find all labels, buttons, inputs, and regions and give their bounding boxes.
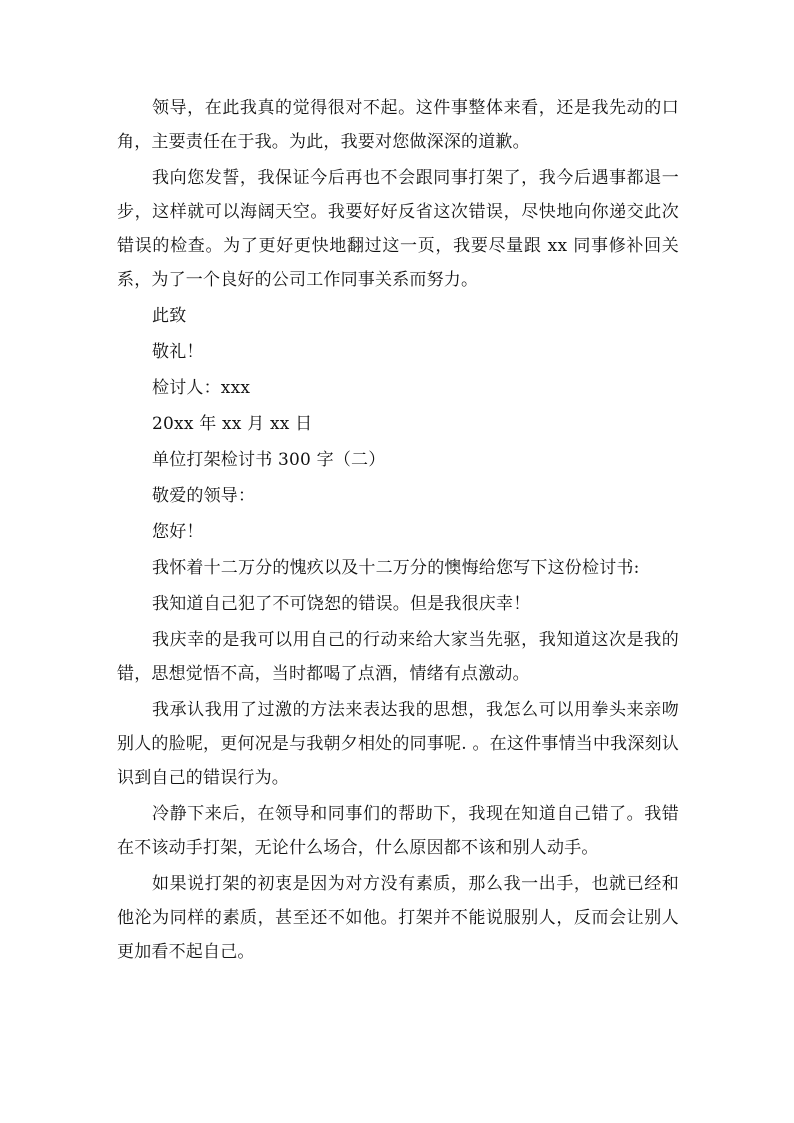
section-title: 单位打架检讨书 300 字（二） [152,450,386,470]
document-body [117,91,679,969]
greeting: 您好！ [152,522,204,542]
signature-line: 检讨人：xxx [152,378,251,398]
date-line: 20xx 年 xx 月 xx 日 [152,414,313,434]
paragraph-fortunate: 我庆幸的是我可以用自己的行动来给大家当先驱，我知道这次是我的错，思想觉悟不高，当时都喝了点酒，情绪有点激动。 [117,630,679,684]
paragraph-reflection: 如果说打架的初衷是因为对方没有素质，那么我一出手，也就已经和他沦为同样的素质，甚至还不如他。打架并不能说服别人，反而会让别人更加看不起自己。 [117,874,679,962]
paragraph-opening: 我怀着十二万分的愧疚以及十二万分的懊悔给您写下这份检讨书: [152,558,640,578]
paragraph-admit: 我承认我用了过激的方法来表达我的思想，我怎么可以用拳头来亲吻别人的脸呢，更何况是与我朝夕相处的同事呢. 。在这件事情当中我深刻认识到自己的错误行为。 [117,700,679,788]
paragraph-promise: 我向您发誓，我保证今后再也不会跟同事打架了，我今后遇事都退一步，这样就可以海阔天空。我要好好反省这次错误，尽快地向你递交此次错误的检查。为了更好更快地翻过这一页，我要尽量跟 xx 同事修补回关系，为了一个良好的公司工作同事关系而努力。 [117,168,679,290]
closing-cizhi: 此致 [152,306,187,326]
paragraph-mistake: 我知道自己犯了不可饶恕的错误。但是我很庆幸！ [152,594,531,614]
paragraph-apology: 领导，在此我真的觉得很对不起。这件事整体来看，还是我先动的口角，主要责任在于我。为此，我要对您做深深的道歉。 [117,98,679,152]
salutation: 敬爱的领导： [152,486,256,506]
closing-jingli: 敬礼！ [152,342,204,362]
paragraph-calm: 冷静下来后，在领导和同事们的帮助下，我现在知道自己错了。我错在不该动手打架，无论什么场合，什么原因都不该和别人动手。 [117,804,679,858]
